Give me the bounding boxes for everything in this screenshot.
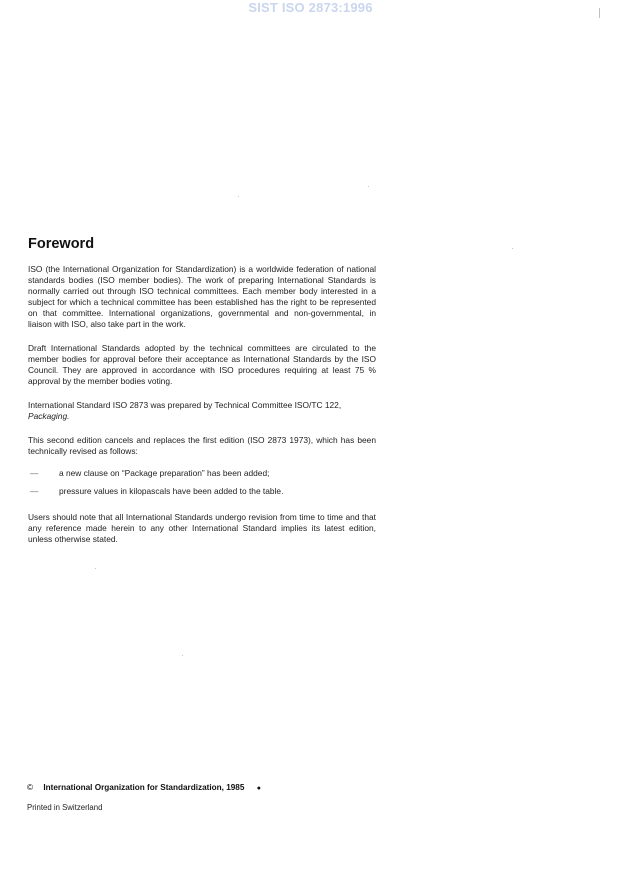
list-item [28,486,376,497]
committee-title: Packaging. [28,411,70,421]
bullet-icon: ● [256,785,261,792]
prepared-by-text: International Standard ISO 2873 was prepared by Technical Committee ISO/TC 122, [28,400,342,410]
watermark: SIST ISO 2873:1996 [248,0,373,15]
scan-speck [95,568,96,569]
copyright-text: International Organization for Standardization, 1985 [43,783,245,792]
paragraph-edition: This second edition cancels and replaces the first edition (ISO 2873 1973), which has been technically revised as follows: [28,435,376,456]
printed-in: Printed in Switzerland [27,803,103,812]
page-title: Foreword [28,236,95,252]
paragraph-prepared-by [28,400,376,422]
list-item [28,468,376,479]
revision-list [28,468,376,497]
dash-marker: — [30,468,39,478]
scan-speck [182,655,183,656]
scan-speck [368,186,369,187]
dash-marker: — [30,486,39,496]
paragraph-draft-standards: Draft International Standards adopted by the technical committees are circulated to the member bodies for approval before their acceptance as International Standards by the ISO Council. They are approved in accordance with ISO procedures requiring at least 75 % approval by the member bodies voting. [28,343,376,386]
scan-speck [512,248,513,249]
list-item-text: pressure values in kilopascals have been added to the table. [59,486,284,496]
corner-mark [599,8,603,18]
paragraph-users-note: Users should note that all International Standards undergo revision from time to time and that any reference made herein to any other International Standard implies its latest edition, unless otherwise stated. [28,512,376,544]
list-item-text: a new clause on “Package preparation” has been added; [59,468,270,478]
copyright-icon: © [27,783,34,792]
copyright-line [27,783,261,792]
paragraph-iso-intro: ISO (the International Organization for Standardization) is a worldwide federation of national standards bodies (ISO member bodies). The work of preparing International Standards is normally carried out through ISO technical committees. Each member body interested in a subject for which a technical committee has been established has the right to be represented on that committee. International organizations, governmental and non-governmental, in liaison with ISO, also take part in the work. [28,264,376,329]
scan-speck [238,196,239,197]
foreword-section [28,236,376,558]
